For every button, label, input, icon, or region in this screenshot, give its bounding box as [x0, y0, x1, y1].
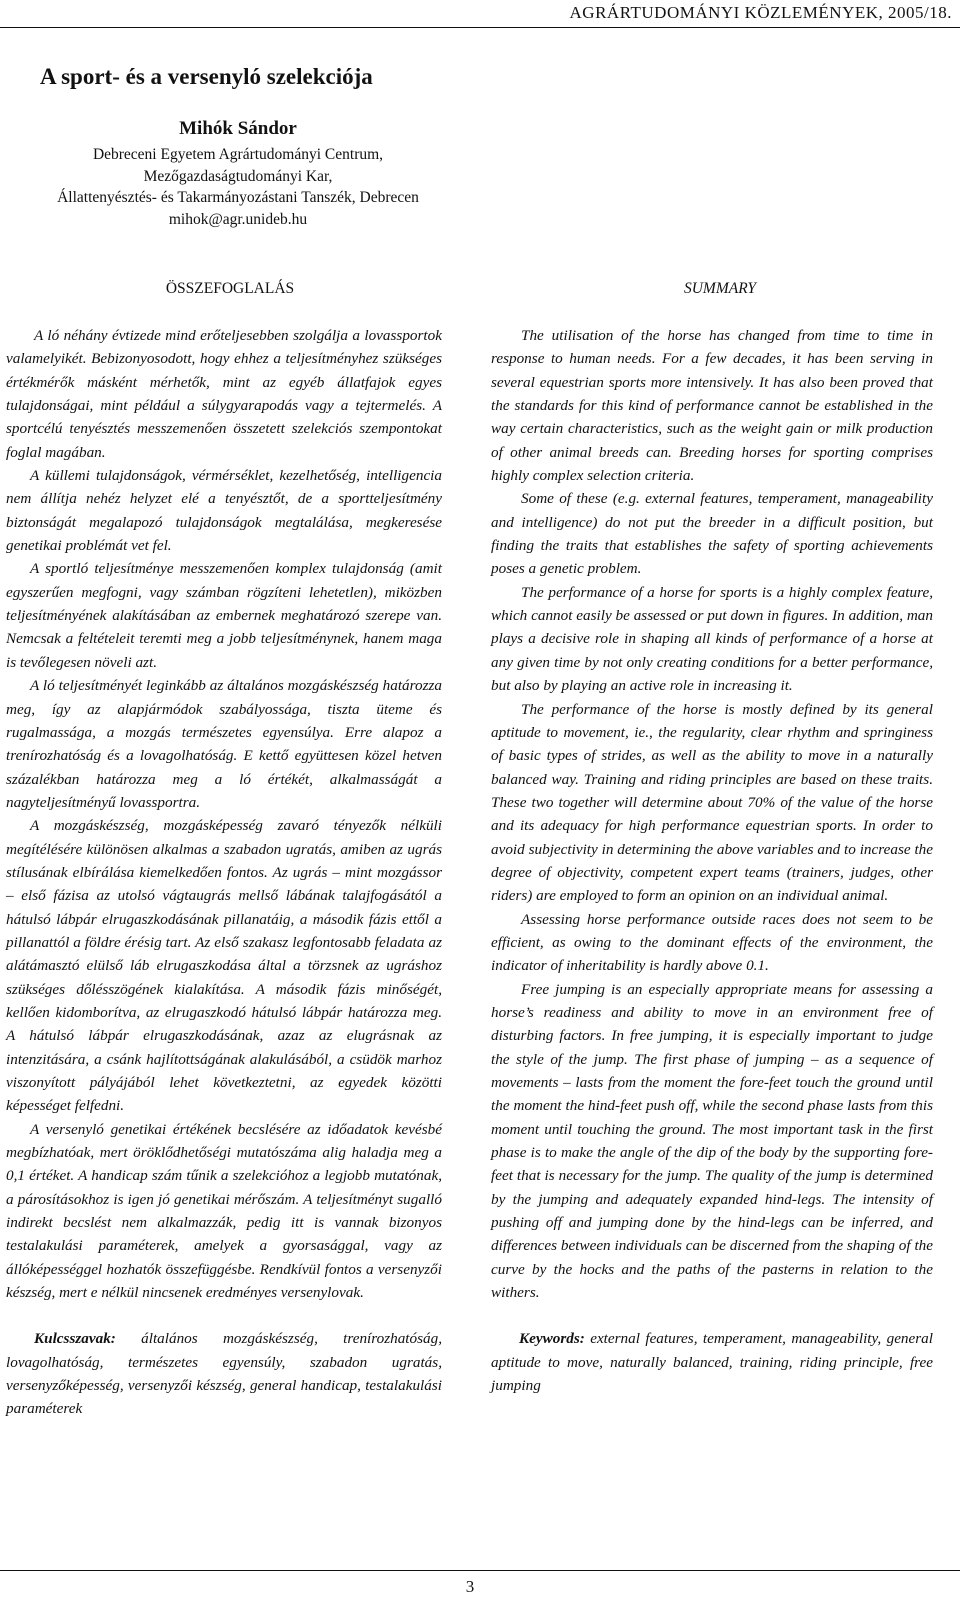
keywords-label: Kulcsszavak:: [34, 1330, 116, 1348]
hungarian-abstract-heading: ÖSSZEFOGLALÁS: [165, 280, 295, 297]
author-block: [0, 116, 476, 230]
summary-paragraph: The performance of a horse for sports is a highly complex feature, which cannot easily be assessed or put down in figures. In addition, man plays a decisive role in shaping all kinds of performance of a horse at any given time by not only creating conditions for a better performance, but also by playing an active role in increasing it.: [491, 583, 933, 695]
summary-paragraph: Assessing horse performance outside races does not seem to be efficient, as owing to the dominant effects of the environment, the indicator of inheritability is hardly above 0.1.: [491, 910, 933, 975]
abstract-paragraph: A ló teljesítményét leginkább az általános mozgáskészség határozza meg, így az alapjármódok szabályossága, tiszta üteme és rugalmassága, a mozgás természetes egyensúlya. Erre alapoz a trenírozhatóság és a lovagolhatóság. E kettő együttesen közel hetven százalékban határozza meg a ló értékét, alkalmasságát a nagyteljesítményű lovassportra.: [6, 677, 442, 811]
english-summary-column: [491, 324, 933, 1397]
header-rule: [0, 27, 960, 28]
abstract-paragraph: A sportló teljesítménye messzemenően komplex tulajdonság (amit egyszerűen megfogni, vagy számban rögzíteni lehetetlen), miközben teljesítményének alakításában az embernek meghatározó szerepe van. Nemcsak a feltételeit teremti meg a jobb teljesítménynek, hanem maga is tevőlegesen növeli azt.: [6, 560, 442, 671]
abstract-paragraph: A ló néhány évtizede mind erőteljesebben szolgálja a lovassportok valamelyikét. Bebizonyosodott, hogy ehhez a teljesítményhez szükséges értékmérők másként mérhetők, mint az egyéb állatfajok egyes tulajdonságai, mint például a súlygyarapodás vagy a tejtermelés. A sportcélú tenyésztés messzemenően összetett szelekciós szempontokat foglal magában.: [6, 327, 442, 461]
keywords-paragraph: [6, 1327, 442, 1420]
english-summary-heading: SUMMARY: [683, 280, 757, 297]
affiliation-line: Állattenyésztés- és Takarmányozástani Tanszék, Debrecen: [57, 189, 419, 206]
author-name: Mihók Sándor: [179, 118, 297, 139]
footer-rule: [0, 1570, 960, 1571]
author-email[interactable]: mihok@agr.unideb.hu: [168, 210, 308, 228]
page-number: 3: [465, 1577, 475, 1596]
abstract-paragraph: A versenyló genetikai értékének becslésére az időadatok kevésbé megbízhatóak, mert öröklődhetőségi mutatószáma alig haladja meg a 0,1 értéket. A handicap szám tűnik a szelekcióhoz a legjobb mutatónak, a párosításokhoz is igen jó genetikai mérőszám. A teljesítményt sugalló indirekt becslést nem alkalmazzák, pedig itt is vannak bizonyos testalakulási paraméterek, amelyek a gyorsasággal, vagy az állóképességgel hozhatók összefüggésbe. Rendkívül fontos a versenyzői készség, mert e nélkül nincsenek eredményes versenylovak.: [6, 1120, 442, 1302]
abstract-paragraph: A mozgáskészség, mozgásképesség zavaró tényezők nélküli megítélésére különösen alkalmas a szabadon ugratás, amiben az ugrás stílusának elbírálása kiemelkedően fontos. Az ugrás – mint mozgássor – első fázisa az utolsó vágtaugrás mellső lábának talajfogásától a hátulsó lábpár elrugaszkodásának pillanatáig, a második fázis ettől a pillanattól a földre érésig tart. Az első szakasz legfontosabb feladata az alátámasztó elülső láb elrugaszkodása által a törzsnek az ugráshoz szükséges dőlésszögének kialakítása. A második fázis minőségét, kellően kidomborítva, az elrugaszkodó hátulsó lábpár határozza meg. A hátulsó lábpár elrugaszkodásának, azaz az elugrásnak az intenzitására, a csánk hajlítottságának alakulásából, a csüdök marhoz viszonyított pályájából lehet következtetni, az egyedek közötti képességet felfedni.: [6, 817, 442, 1115]
running-header: AGRÁRTUDOMÁNYI KÖZLEMÉNYEK, 2005/18.: [569, 3, 952, 22]
summary-paragraph: The performance of the horse is mostly defined by its general aptitude to movement, ie., the regularity, clear rhythm and springiness of basic types of strides, as well as the ability to move in a naturally balanced way. Training and riding principles are based on these traits. These two together will determine about 70% of the value of the horse and its adequacy for high performance equestrian sports. In order to avoid subjectivity in determining the above variables and to increase the degree of objectivity, competent expert teams (trainers, judges, other riders) are employed to form an opinion on an individual animal.: [491, 700, 933, 905]
keywords-text: általános mozgáskészség, trenírozhatóság, lovagolhatóság, természetes egyensúly, szabadon ugratás, versenyzőképesség, versenyzői készség, general handicap, testalakulási paraméterek: [6, 1330, 443, 1418]
abstract-paragraph: A küllemi tulajdonságok, vérmérséklet, kezelhetőség, intelligencia nem állítja nehéz helyzet elé a tenyésztőt, de a sportteljesítmény biztonságát megalapozó tulajdonságok megtalálása, megkeresése genetikai problémát vet fel.: [6, 467, 442, 555]
keywords-text: external features, temperament, manageability, general aptitude to move, naturally balanced, training, riding principle, free jumping: [491, 1330, 933, 1395]
hungarian-abstract-column: [6, 324, 442, 1421]
keywords-paragraph: [491, 1327, 933, 1397]
summary-paragraph: Some of these (e.g. external features, temperament, manageability and intelligence) do not put the breeder in a difficult position, but finding the traits that establishes the safety of sporting achievements poses a genetic problem.: [491, 490, 933, 578]
affiliation-line: Debreceni Egyetem Agrártudományi Centrum,: [92, 146, 384, 163]
keywords-label: Keywords:: [519, 1330, 585, 1348]
affiliation-line: Mezőgazdaságtudományi Kar,: [143, 167, 333, 185]
summary-paragraph: Free jumping is an especially appropriate means for assessing a horse’s readiness and ability to move in an environment free of disturbing factors. In free jumping, it is especially important to judge the style of the jump. The first phase of jumping – as a sequence of movements – lasts from the moment the fore-feet touch the ground until the moment the hind-feet push off, while the second phase lasts from this moment until touching the ground. The most important task in the first phase is to make the angle of the dip of the body by the supporting fore-feet that is necessary for the jump. The quality of the jump is determined by the jumping and adequately expanded hind-legs. The intensity of pushing off and jumping done by the hind-legs can be inferred, and differences between individuals can be discerned from the shaping of the curve by the hocks and the paths of the pasterns in relation to the withers.: [491, 980, 933, 1302]
paper-title: A sport- és a versenyló szelekciója: [40, 64, 373, 89]
summary-paragraph: The utilisation of the horse has changed from time to time in response to human needs. For a few decades, it has been serving in several equestrian sports more intensively. It has also been proved that the standards for this kind of performance cannot be established in the way certain characteristics, such as the weight gain or milk production of other animal breeds can. Breeding horses for sporting comprises highly complex selection criteria.: [491, 327, 933, 485]
